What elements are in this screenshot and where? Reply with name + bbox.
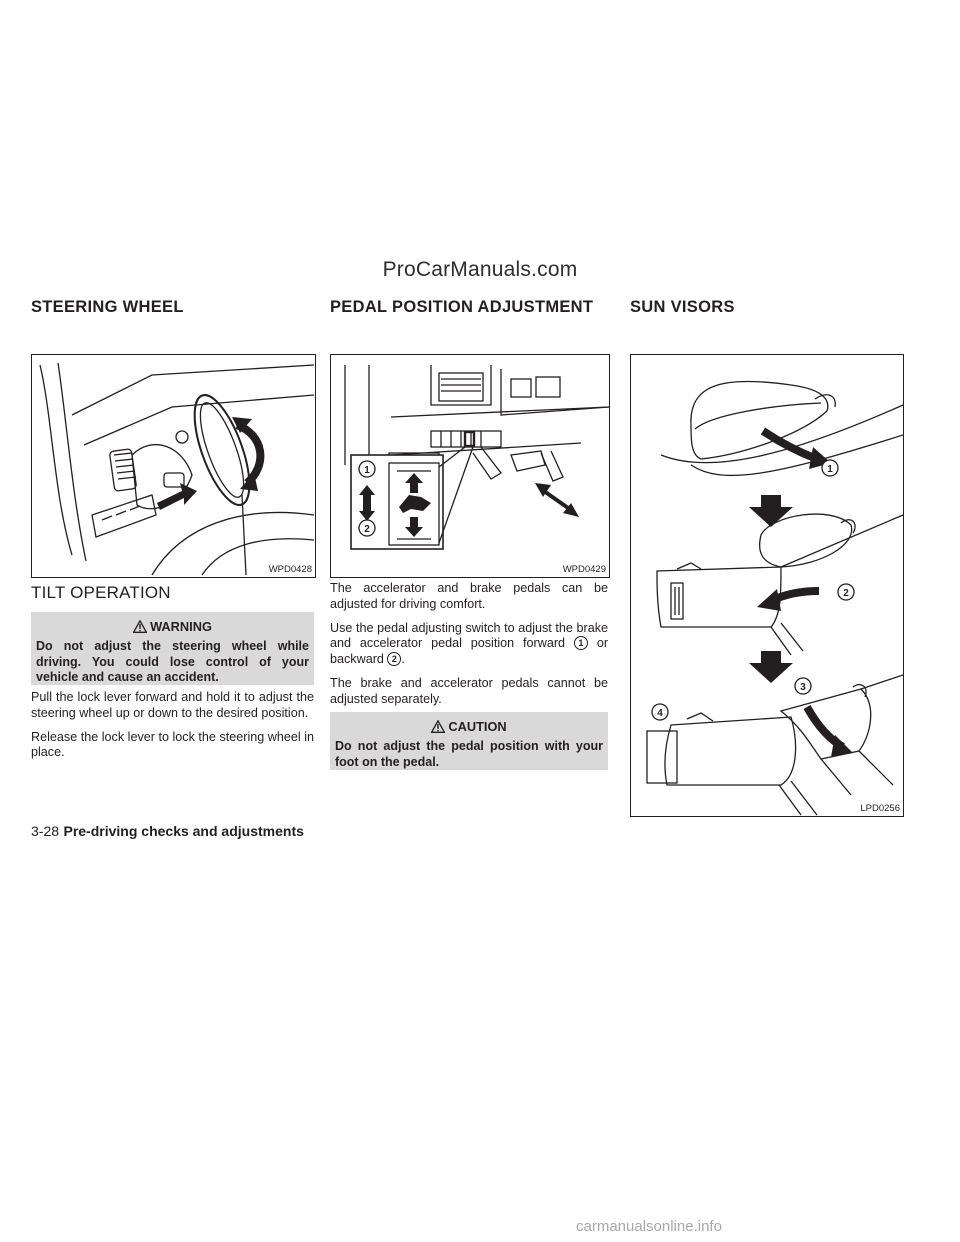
warning-title [31, 612, 314, 635]
caution-title [330, 712, 608, 735]
paragraph: Pull the lock lever forward and hold it to adjust the steering wheel up or down to the desired position. [31, 690, 314, 720]
warning-icon [133, 620, 147, 633]
figure-label: 1 [827, 464, 833, 475]
figure-code: WPD0429 [562, 564, 606, 575]
chapter-title: Pre-driving checks and adjustments [63, 823, 304, 839]
steering-wheel-illustration [32, 355, 315, 577]
steering-wheel-figure [31, 354, 316, 578]
pedal-position-figure [330, 354, 610, 578]
ref-badge: 1 [574, 636, 588, 650]
heading-steering-wheel: STEERING WHEEL [31, 298, 184, 316]
paragraph: Use the pedal adjusting switch to adjust the brake and accelerator pedal position forward 1 or backward 2 . [330, 620, 609, 667]
caution-title-text: CAUTION [448, 719, 507, 734]
paragraph-part: Use the pedal adjusting switch to adjust the brake and accelerator pedal position forward [330, 620, 608, 651]
paragraph: The accelerator and brake pedals can be adjusted for driving comfort. [330, 581, 608, 611]
caution-icon [431, 720, 445, 733]
figure-label: 1 [364, 465, 370, 476]
caution-text: Do not adjust the pedal position with your foot on the pedal. [335, 739, 603, 769]
heading-pedal-position: PEDAL POSITION ADJUSTMENT [330, 298, 594, 316]
page-footer [31, 823, 304, 841]
figure-label: 4 [657, 708, 663, 719]
heading-sun-visors: SUN VISORS [630, 298, 735, 316]
pedal-switch-illustration [331, 355, 609, 577]
steering-body [31, 690, 314, 761]
warning-box [31, 612, 314, 685]
subheading-tilt-operation: TILT OPERATION [31, 583, 171, 602]
figure-code: WPD0428 [268, 564, 312, 575]
watermark-top: ProCarManuals.com [382, 258, 578, 281]
sun-visor-illustration [631, 355, 903, 816]
paragraph: The brake and accelerator pedals cannot be adjusted separately. [330, 675, 608, 706]
sun-visors-figure [630, 354, 904, 817]
ref-badge: 2 [387, 652, 401, 666]
figure-label: 2 [843, 588, 849, 599]
page-number: 3-28 [31, 823, 60, 839]
paragraph-part: or backward [330, 636, 609, 667]
caution-box [330, 712, 608, 770]
figure-code: LPD0256 [860, 803, 900, 814]
warning-text: Do not adjust the steering wheel while driving. You could lose control of your vehicle and cause an accident. [36, 639, 309, 685]
figure-label: 3 [800, 682, 806, 693]
pedal-body [330, 581, 608, 708]
warning-title-text: WARNING [150, 619, 212, 634]
figure-label: 2 [364, 524, 370, 535]
watermark-bottom: carmanualsonline.info [576, 1218, 722, 1235]
paragraph: Release the lock lever to lock the steering wheel in place. [31, 729, 314, 760]
